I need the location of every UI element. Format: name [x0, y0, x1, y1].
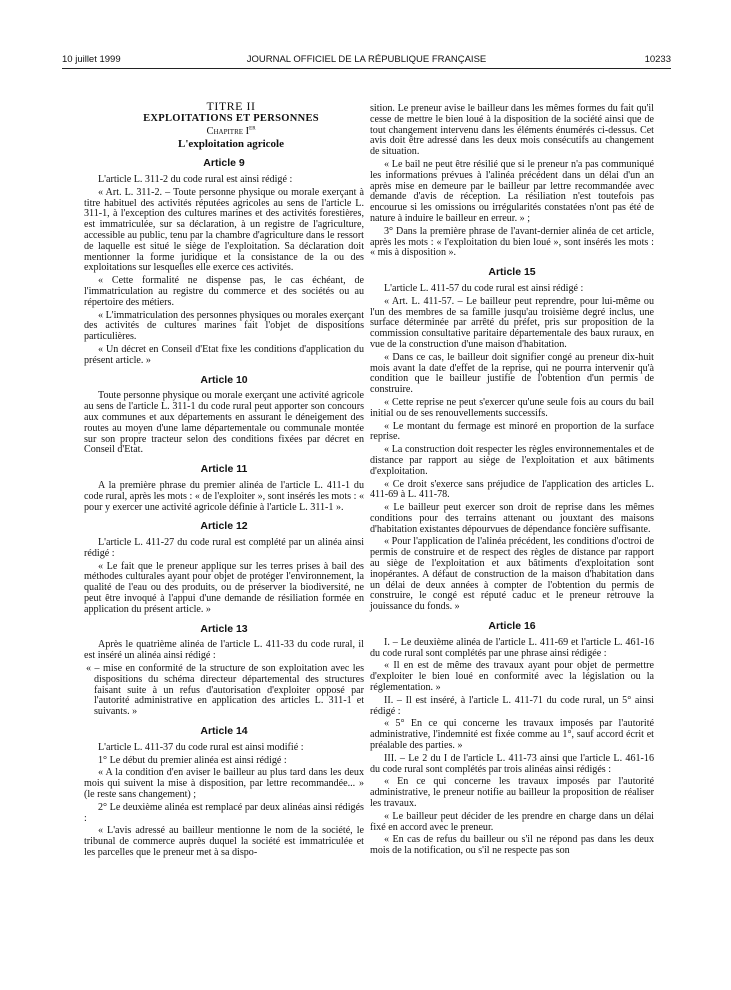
- article-paragraph: Après le quatrième alinéa de l'article L. 411-33 du code rural, il est inséré un alinéa ainsi rédigé :: [84, 639, 364, 662]
- article-heading: Article 10: [200, 373, 248, 386]
- article-paragraph: « L'avis adressé au bailleur mentionne le nom de la société, le tribunal de commerce auprès duquel la société est immatriculée et les parcelles que le preneur met à sa dispo-: [84, 825, 364, 859]
- article-paragraph: « – mise en conformité de la structure de son exploitation avec les dispositions du schéma directeur départemental des structures faisant suite à un refus d'autorisation d'exploiter opposé par l'autorité administrative en application des articles L. 311-1 et suivants. »: [86, 663, 364, 718]
- article-paragraph: « Cette formalité ne dispense pas, le cas échéant, de l'immatriculation au registre du commerce et des sociétés ou au répertoire des métiers.: [84, 275, 364, 308]
- article-paragraph: « Dans ce cas, le bailleur doit signifier congé au preneur dix-huit mois avant la date d'effet de la reprise, qui ne pourra intervenir qu'à condition que le bailleur justifie de l'obtention d'un permis de construire.: [370, 351, 654, 396]
- article-paragraph: « Ce droit s'exerce sans préjudice de l'application des articles L. 411-69 à L. 411-78.: [370, 478, 654, 501]
- article-paragraph: « Art. L. 311-2. – Toute personne physique ou morale exerçant à titre habituel des activités réputées agricoles au sens de l'article L. 311-1, à l'exception des cultures marines et des activités forestières, est immatriculée, sur sa déclaration, à un registre de l'agriculture, accessible au public, tenu par la chambre d'agriculture dans le ressort de laquelle est situé le siège de l'exploitation. Sa déclaration doit mentionner la forme juridique et la consistance de la ou des exploitations sur lesquelles elle exerce ces activités.: [84, 186, 364, 274]
- article-paragraph: 2° Le deuxième alinéa est remplacé par deux alinéas ainsi rédigés :: [84, 801, 364, 824]
- article-paragraph: « Le bailleur peut décider de les prendre en charge dans un délai fixé en accord avec le preneur.: [370, 810, 654, 833]
- chapitre-sup: er: [249, 123, 256, 132]
- article-paragraph: « Il en est de même des travaux ayant pour objet de permettre d'exploiter le bien loué en conformité avec la législation ou la réglementation. »: [370, 660, 654, 694]
- continued-paragraph: « Le bail ne peut être résilié que si le preneur n'a pas communiqué les informations prévues à l'alinéa précédent dans un délai d'un an après mise en demeure par le bailleur par lettre recommandée avec demande d'avis de réception. La résiliation n'est toutefois pas encourue si les omissions ou irrégularités constatées n'ont pas été de nature à induire le bailleur en erreur. » ;: [370, 158, 654, 224]
- chapitre-label: Chapitre I: [206, 125, 250, 137]
- page-header: [62, 54, 671, 66]
- section-heading: L'exploitation agricole: [177, 138, 284, 151]
- article-heading: Article 14: [200, 725, 248, 738]
- article-paragraph: « A la condition d'en aviser le bailleur au plus tard dans les deux mois qui suivent la mise à disposition, par lettre recommandée... » (le reste sans changement) ;: [84, 767, 364, 801]
- article-paragraph: « En ce qui concerne les travaux imposés par l'autorité administrative, le preneur notifie au bailleur la proposition de réaliser les travaux.: [370, 776, 654, 810]
- article-paragraph: « L'immatriculation des personnes physiques ou morales exerçant des activités de cultures marines fait l'objet de dispositions particulières.: [84, 309, 364, 343]
- article-heading: Article 16: [488, 620, 536, 633]
- right-intro: [370, 104, 654, 259]
- article-heading: Article 15: [488, 266, 536, 279]
- right-column: [370, 104, 654, 859]
- article-paragraph: « Un décret en Conseil d'Etat fixe les conditions d'application du présent article. »: [84, 343, 364, 366]
- article-heading: Article 9: [203, 157, 245, 170]
- article-paragraph: 1° Le début du premier alinéa est ainsi rédigé :: [98, 754, 287, 766]
- article-paragraph: « Le fait que le preneur applique sur les terres prises à bail des méthodes culturales ayant pour objet de protéger l'environnement, la qualité de l'eau ou des produits, ou de préserver la biodiversité, ne peut être invoqué à l'appui d'une demande de résiliation formée en application du présent article. »: [84, 560, 364, 615]
- article-paragraph: II. – Il est inséré, à l'article L. 411-71 du code rural, un 5° ainsi rédigé :: [370, 694, 654, 717]
- titre-heading: TITRE II: [206, 99, 256, 113]
- article-paragraph: « La construction doit respecter les règles environnementales et de distance par rapport au siège de l'exploitation et aux bâtiments d'exploitation.: [370, 444, 654, 477]
- article-heading: Article 12: [200, 520, 248, 533]
- article-paragraph: L'article L. 411-37 du code rural est ainsi modifié :: [98, 741, 304, 753]
- left-column: [84, 101, 364, 861]
- continued-paragraph: 3° Dans la première phrase de l'avant-dernier alinéa de cet article, après les mots : « l'exploitation du bien loué », sont insérés les mots : « mis à disposition ».: [370, 225, 654, 259]
- header-date: 10 juillet 1999: [62, 54, 121, 65]
- right-articles: [370, 267, 654, 857]
- article-paragraph: « Art. L. 411-57. – Le bailleur peut reprendre, pour lui-même ou l'un des membres de sa famille jusqu'au troisième degré inclus, une surface déterminée par arrêté du préfet, pris sur proposition de la commission consultative paritaire départementale des baux ruraux, en vue de la construction d'une maison d'habitation.: [370, 295, 654, 350]
- article-paragraph: L'article L. 411-57 du code rural est ainsi rédigé :: [384, 282, 584, 294]
- article-paragraph: « Le bailleur peut exercer son droit de reprise dans les mêmes conditions pour des terrains attenant ou jouxtant des maisons d'habitation existantes dépourvues de dépendance foncière suffisante.: [370, 502, 654, 535]
- article-heading: Article 11: [200, 463, 248, 476]
- header-rule: [62, 68, 671, 69]
- article-paragraph: L'article L. 311-2 du code rural est ainsi rédigé :: [98, 173, 293, 185]
- article-heading: Article 13: [200, 622, 248, 635]
- article-paragraph: Toute personne physique ou morale exerçant une activité agricole au sens de l'article L. 311-1 du code rural peut apporter son concours aux communes et aux départements en assurant le déneigement des routes au moyen d'une lame départementale ou communale montée sur son propre tracteur selon des conditions fixées par décret en Conseil d'Etat.: [84, 390, 364, 456]
- article-paragraph: « Cette reprise ne peut s'exercer qu'une seule fois au cours du bail initial ou de ses renouvellements successifs.: [370, 396, 654, 419]
- header-page-number: 10233: [644, 54, 671, 65]
- article-paragraph: « 5° En ce qui concerne les travaux imposés par l'autorité administrative, l'indemnité est fixée comme au 1°, sauf accord écrit et préalable des parties. »: [370, 718, 654, 752]
- header-journal-title: JOURNAL OFFICIEL DE LA RÉPUBLIQUE FRANÇAISE: [246, 54, 487, 65]
- article-paragraph: « En cas de refus du bailleur ou s'il ne répond pas dans les deux mois de la notification, ou s'il ne respecte pas son: [370, 834, 654, 857]
- article-paragraph: « Le montant du fermage est minoré en proportion de la surface reprise.: [370, 420, 654, 443]
- titre-subtitle: EXPLOITATIONS ET PERSONNES: [143, 112, 319, 124]
- article-paragraph: « Pour l'application de l'alinéa précédent, les conditions d'octroi de permis de construire et de respect des règles de distance par rapport au siège de l'exploitation et aux bâtiments d'exploitation sont inopérantes. A défaut de construction de la maison d'habitation dans un délai de deux années à compter de l'obtention du permis de construire, le congé est réputé caduc et le preneur retrouve la jouissance du fonds. »: [370, 536, 654, 613]
- article-paragraph: I. – Le deuxième alinéa de l'article L. 411-69 et l'article L. 461-16 du code rural sont complétés par une phrase ainsi rédigée :: [370, 636, 654, 659]
- article-paragraph: L'article L. 411-27 du code rural est complété par un alinéa ainsi rédigé :: [84, 537, 364, 559]
- chapitre-heading: [84, 123, 364, 138]
- left-articles: [84, 158, 364, 859]
- article-paragraph: A la première phrase du premier alinéa de l'article L. 411-1 du code rural, après les mots : « de l'exploiter », sont insérés les mots : « pour y exercer une activité agricole définie à l'article L. 311-1 ».: [84, 479, 364, 513]
- continued-paragraph: sition. Le preneur avise le bailleur dans les mêmes formes du fait qu'il cesse de mettre le bien loué à la disposition de la société ainsi que de tout changement intervenu dans les éléments énumérés ci-dessus. Cet avis doit être adressé dans les deux mois consécutifs au changement de situation.: [370, 103, 654, 158]
- article-paragraph: III. – Le 2 du I de l'article L. 411-73 ainsi que l'article L. 461-16 du code rural sont complétés par trois alinéas ainsi rédigés :: [370, 752, 654, 775]
